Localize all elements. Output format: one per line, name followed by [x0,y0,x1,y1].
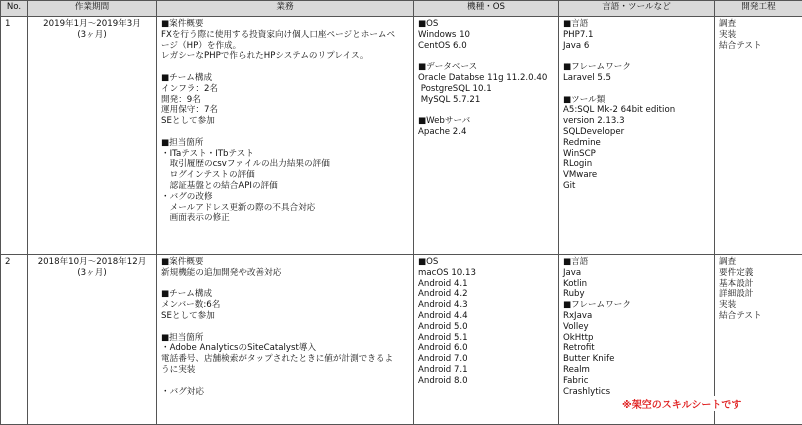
row-number: 2 [1,255,28,425]
cell-line: メンバー数:6名 [161,300,409,311]
cell-line: Android 7.1 [418,365,554,376]
cell-line: Apache 2.4 [418,127,554,138]
cell-line: 詳細設計 [719,289,798,300]
cell-line: ージ（HP）を作成。 [161,41,409,52]
header-row [1,1,802,17]
cell-line: 実装 [719,300,798,311]
cell-line: CentOS 6.0 [418,41,554,52]
cell-line: Git [563,181,710,192]
cell-line: 結合テスト [719,41,798,52]
cell-line: ■担当箇所 [161,333,409,344]
cell-line: Java 6 [563,41,710,52]
cell-line: Android 6.0 [418,343,554,354]
cell-line: レガシーなPHPで作られたHPシステムのリプレイス。 [161,51,409,62]
cell-line: 新規機能の追加開発や改善対応 [161,268,409,279]
cell-line: 運用保守：7名 [161,105,409,116]
cell-line: RxJava [563,311,710,322]
cell-line: 取引履歴のcsvファイルの出力結果の評価 [161,159,409,170]
cell-line: ■フレームワーク [563,300,710,311]
cell-line [161,279,409,290]
cell-line: 開発：9名 [161,95,409,106]
cell-line [161,376,409,387]
period-duration: (3ヶ月) [32,268,152,279]
cell-line: Redmine [563,138,710,149]
cell-line: ■OS [418,257,554,268]
cell-line [563,84,710,95]
period-range: 2018年10月～2018年12月 [32,257,152,268]
cell-line [161,62,409,73]
header-process: 開発工程 [715,1,802,17]
cell-line: Windows 10 [418,30,554,41]
cell-line: うに実装 [161,365,409,376]
cell-line: SEとして参加 [161,116,409,127]
cell-line: Android 4.2 [418,289,554,300]
cell-line: 画面表示の修正 [161,213,409,224]
business-cell [157,255,414,425]
period-duration: (3ヶ月) [32,30,152,41]
cell-line: VMware [563,170,710,181]
cell-line: Java [563,268,710,279]
header-machine-os: 機種・OS [414,1,559,17]
cell-line: ログインテストの評価 [161,170,409,181]
cell-line: ■フレームワーク [563,62,710,73]
cell-line: インフラ：2名 [161,84,409,95]
table-row [1,17,802,255]
row-number: 1 [1,17,28,255]
cell-line: Android 7.0 [418,354,554,365]
cell-line: Retrofit [563,343,710,354]
cell-line: WinSCP [563,149,710,160]
cell-line: メールアドレス更新の際の不具合対応 [161,203,409,214]
cell-line: ■OS [418,19,554,30]
cell-line: Fabric [563,376,710,387]
cell-line: Realm [563,365,710,376]
cell-line: macOS 10.13 [418,268,554,279]
cell-line: Volley [563,322,710,333]
cell-line: Android 4.3 [418,300,554,311]
cell-line: ■チーム構成 [161,73,409,84]
cell-line [161,322,409,333]
period-range: 2019年1月～2019年3月 [32,19,152,30]
fictional-sheet-note: ※架空のスキルシートです [622,396,741,411]
cell-line: version 2.13.3 [563,116,710,127]
cell-line: Laravel 5.5 [563,73,710,84]
cell-line: 実装 [719,30,798,41]
cell-line: ■チーム構成 [161,289,409,300]
cell-line: Android 5.1 [418,333,554,344]
header-no: No. [1,1,28,17]
header-business: 業務 [157,1,414,17]
cell-line: ■案件概要 [161,257,409,268]
cell-line: 調査 [719,19,798,30]
cell-line [418,105,554,116]
cell-line: SEとして参加 [161,311,409,322]
cell-line: Crashlytics [563,387,710,398]
cell-line: Android 4.1 [418,279,554,290]
business-cell [157,17,414,255]
cell-line: Butter Knife [563,354,710,365]
cell-line: ■ツール類 [563,95,710,106]
cell-line: RLogin [563,159,710,170]
cell-line: ・Adobe AnalyticsのSiteCatalyst導入 [161,343,409,354]
cell-line: 要件定義 [719,268,798,279]
cell-line: 認証基盤との結合APIの評価 [161,181,409,192]
cell-line: ■Webサーバ [418,116,554,127]
cell-line: Android 5.0 [418,322,554,333]
cell-line: ■案件概要 [161,19,409,30]
cell-line: 結合テスト [719,311,798,322]
cell-line: ■言語 [563,19,710,30]
cell-line: PHP7.1 [563,30,710,41]
cell-line: A5:SQL Mk-2 64bit edition [563,105,710,116]
cell-line [161,127,409,138]
cell-line: OkHttp [563,333,710,344]
cell-line [418,51,554,62]
cell-line: ■担当箇所 [161,138,409,149]
cell-line: Android 8.0 [418,376,554,387]
cell-line: Ruby [563,289,710,300]
cell-line: PostgreSQL 10.1 [418,84,554,95]
cell-line: ・バグ対応 [161,387,409,398]
cell-line: Kotlin [563,279,710,290]
language-tools-cell [559,17,715,255]
cell-line: 基本設計 [719,279,798,290]
work-period [28,255,157,425]
cell-line: ・ITaテスト・ITbテスト [161,149,409,160]
cell-line: MySQL 5.7.21 [418,95,554,106]
cell-line [563,51,710,62]
header-language-tools: 言語・ツールなど [559,1,715,17]
cell-line: 調査 [719,257,798,268]
cell-line: ■データベース [418,62,554,73]
cell-line: ■言語 [563,257,710,268]
header-period: 作業期間 [28,1,157,17]
cell-line: 電話番号、店舗検索がタップされたときに値が計測できるよ [161,354,409,365]
cell-line: SQLDeveloper [563,127,710,138]
cell-line: Oracle Databse 11g 11.2.0.40 [418,73,554,84]
machine-os-cell [414,255,559,425]
process-cell [715,17,802,255]
cell-line: FXを行う際に使用する投資家向け個人口座ページとホームペ [161,30,409,41]
cell-line: Android 4.4 [418,311,554,322]
machine-os-cell [414,17,559,255]
cell-line: ・バグの改修 [161,192,409,203]
work-period [28,17,157,255]
